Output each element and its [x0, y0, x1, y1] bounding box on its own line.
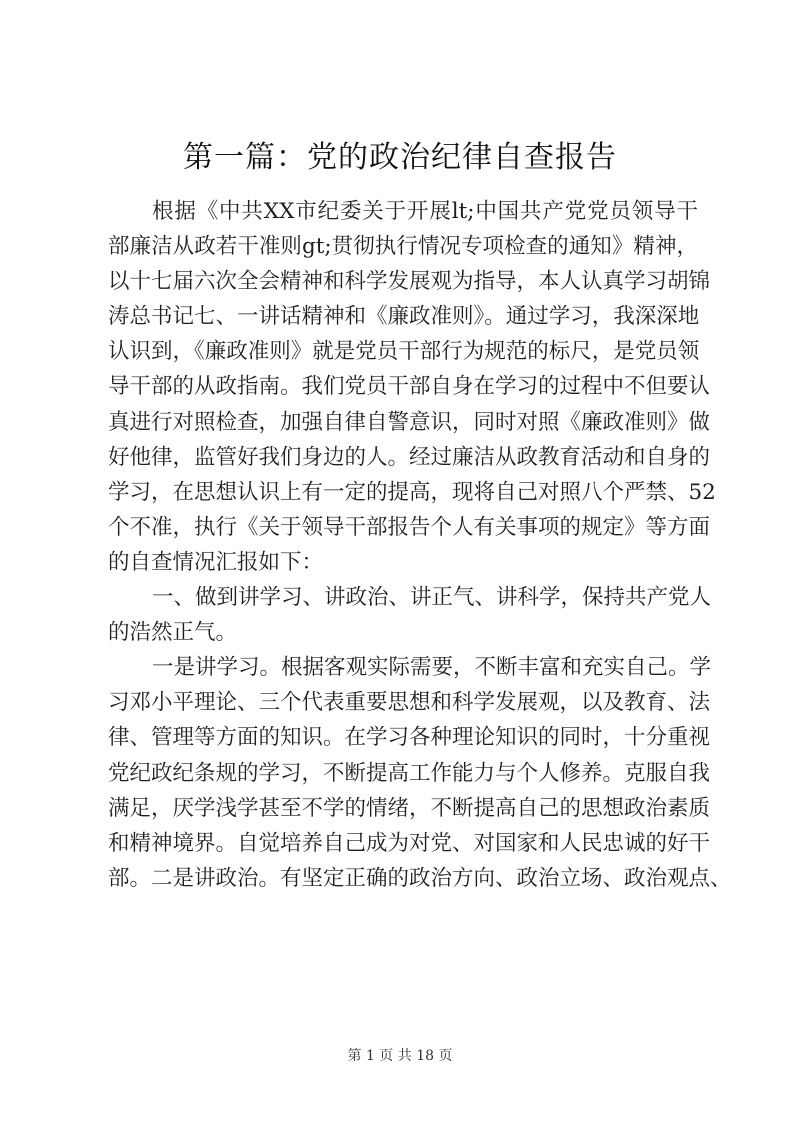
text-line: 的自查情况汇报如下：: [108, 549, 324, 575]
page-number-footer: 第 1 页 共 18 页: [347, 1048, 453, 1064]
document-title: 第一篇：党的政治纪律自查报告: [183, 140, 617, 175]
text-line: 党纪政纪条规的学习，不断提高工作能力与个人修养。克服自我: [108, 760, 711, 786]
paragraph-section-one-heading: [108, 580, 712, 650]
text-line: 学习，在思想认识上有一定的提高，现将自己对照八个严禁、52: [108, 479, 716, 505]
text-line: 认识到，《廉政准则》就是党员干部行为规范的标尺，是党员领: [108, 339, 700, 365]
paragraph-intro: [108, 194, 716, 580]
text-line: 真进行对照检查，加强自律自警意识，同时对照《廉政准则》做: [108, 409, 711, 435]
text-line: 一是讲学习。根据客观实际需要，不断丰富和充实自己。学: [152, 655, 712, 681]
text-line: 一、做到讲学习、讲政治、讲正气、讲科学，保持共产党人: [152, 585, 712, 611]
text-line: 律、管理等方面的知识。在学习各种理论知识的同时，十分重视: [108, 725, 711, 751]
text-line: 个不准，执行《关于领导干部报告个人有关事项的规定》等方面: [108, 514, 711, 540]
text-line: 习邓小平理论、三个代表重要思想和科学发展观，以及教育、法: [108, 690, 711, 716]
text-line: 以十七届六次全会精神和科学发展观为指导，本人认真学习胡锦: [108, 269, 711, 295]
document-body: [108, 194, 732, 896]
text-line: 部廉洁从政若干准则gt;贯彻执行情况专项检查的通知》精神，: [108, 234, 698, 260]
paragraph-study: [108, 650, 732, 896]
text-line: 的浩然正气。: [108, 620, 238, 646]
text-line: 好他律，监管好我们身边的人。经过廉洁从政教育活动和自身的: [108, 444, 711, 470]
text-line: 和精神境界。自觉培养自己成为对党、对国家和人民忠诚的好干: [108, 830, 711, 856]
text-line: 涛总书记七、一讲话精神和《廉政准则》。通过学习，我深深地: [108, 304, 700, 330]
text-line: 部。二是讲政治。有坚定正确的政治方向、政治立场、政治观点、: [108, 865, 732, 891]
text-line: 根据《中共XX市纪委关于开展lt;中国共产党党员领导干: [152, 199, 698, 224]
text-line: 满足，厌学浅学甚至不学的情绪，不断提高自己的思想政治素质: [108, 795, 711, 821]
text-line: 导干部的从政指南。我们党员干部自身在学习的过程中不但要认: [108, 374, 711, 400]
